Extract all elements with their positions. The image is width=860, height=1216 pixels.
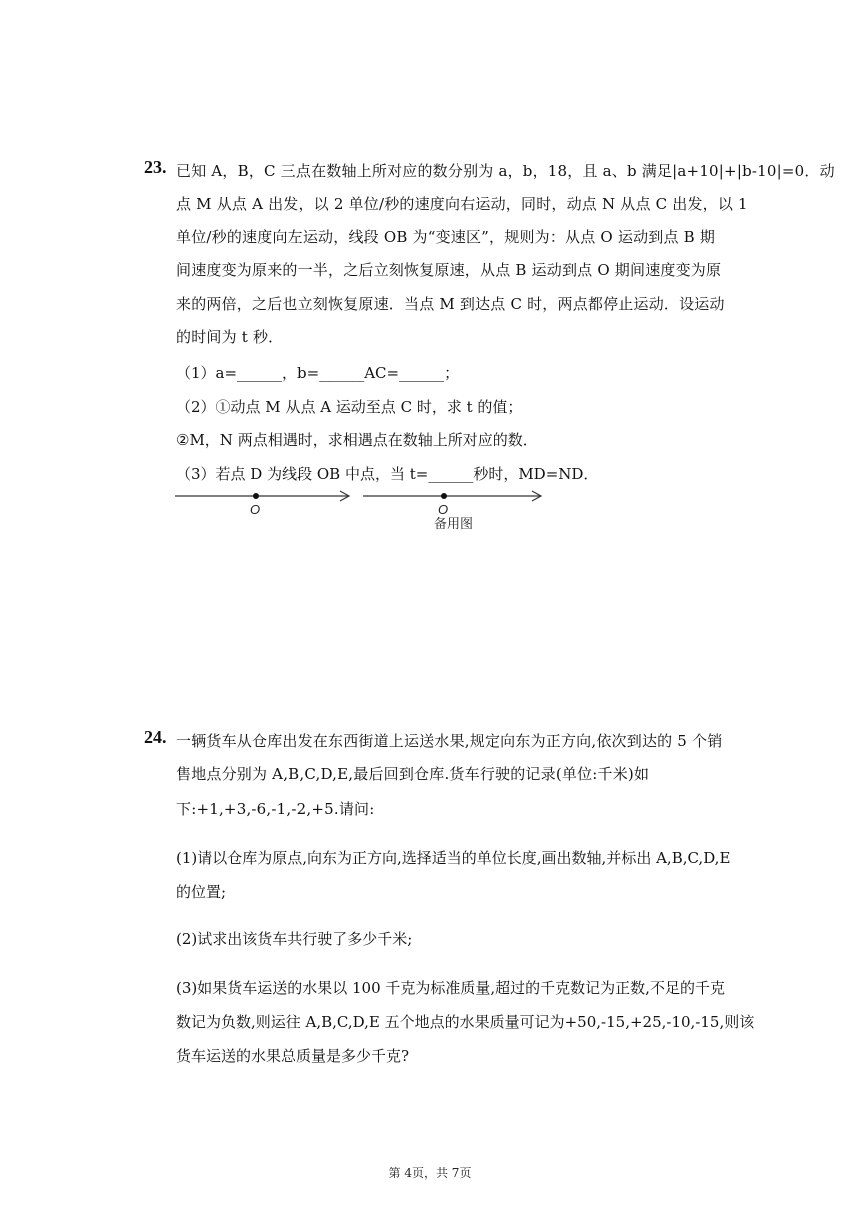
question-23-number: 23. [144,157,167,177]
origin-point-1 [253,493,259,499]
page-footer: 第 4页，共 7页 [388,1166,472,1180]
q24-part-3-line-3: 货车运送的水果总质量是多少千克? [176,1047,410,1065]
q24-line-2: 售地点分别为 A,B,C,D,E,最后回到仓库.货车行驶的记录(单位:千米)如 [176,765,650,783]
q23-line-3: 单位/秒的速度向左运动，线段 OB 为“变速区”，规则为：从点 O 运动到点 B 期 [176,228,716,246]
origin-label-2: O [438,502,449,517]
question-24-number: 24. [144,727,167,747]
q23-part-2a: （2）①动点 M 从点 A 运动至点 C 时，求 t 的值； [176,398,523,416]
q23-part-1: （1）a=______，b=______AC=______； [176,364,460,382]
q24-line-1: 一辆货车从仓库出发在东西街道上运送水果,规定向东为正方向,依次到达的 5 个销 [176,732,723,750]
q23-part-3: （3）若点 D 为线段 OB 中点，当 t=______秒时，MD=ND． [176,465,599,483]
q24-part-1-line-2: 的位置; [176,883,227,901]
number-line-1 [175,491,349,517]
origin-label-1: O [250,502,261,517]
q24-part-1-line-1: (1)请以仓库为原点,向东为正方向,选择适当的单位长度,画出数轴,并标出 A,B,C,D,E [176,849,731,867]
q24-part-3-line-2: 数记为负数,则运往 A,B,C,D,E 五个地点的水果质量可记为+50,-15,+25,-10,-15,则该 [176,1013,755,1031]
q23-line-6: 的时间为 t 秒． [176,328,284,346]
q24-part-3-line-1: (3)如果货车运送的水果以 100 千克为标准质量,超过的千克数记为正数,不足的千克 [176,979,725,997]
q23-line-1: 已知 A，B，C 三点在数轴上所对应的数分别为 a，b，18，且 a、b 满足|a+10|+|b-10|=0．动 [176,162,835,180]
backup-figure-label: 备用图 [434,516,474,531]
q23-line-2: 点 M 从点 A 出发，以 2 单位/秒的速度向右运动，同时，动点 N 从点 C 出发，以 1 [176,195,748,213]
q23-line-5: 来的两倍，之后也立刻恢复原速．当点 M 到达点 C 时，两点都停止运动．设运动 [176,295,725,313]
number-line-2 [363,491,541,531]
q23-part-2b: ②M，N 两点相遇时，求相遇点在数轴上所对应的数． [176,431,538,449]
q24-line-3: 下:+1,+3,-6,-1,-2,+5.请问: [176,800,375,818]
q23-line-4: 间速度变为原来的一半，之后立刻恢复原速，从点 B 运动到点 O 期间速度变为原 [176,261,722,279]
number-line-figures [170,484,560,534]
q24-part-2: (2)试求出该货车共行驶了多少千米; [176,930,413,948]
origin-point-2 [441,493,447,499]
